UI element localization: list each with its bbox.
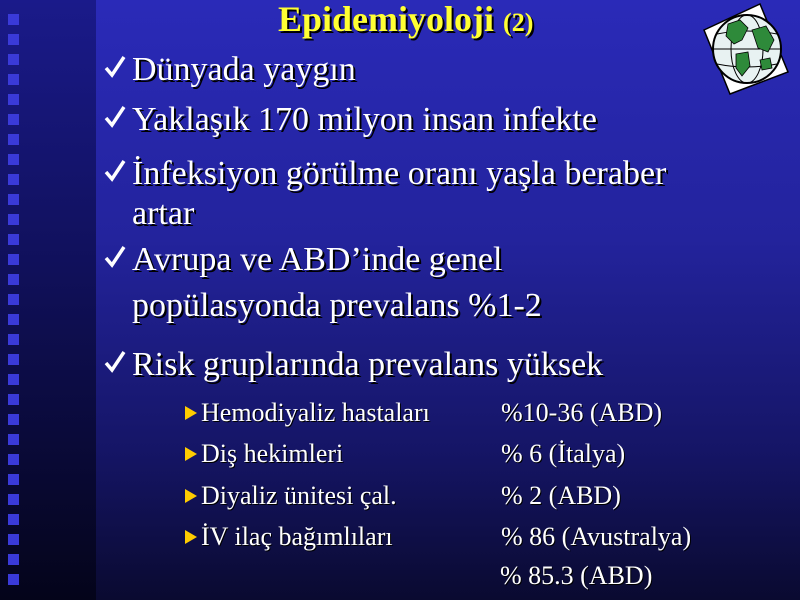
- risk-group-label: İV ilaç bağımlıları: [201, 522, 393, 552]
- decorative-square: [8, 94, 19, 105]
- bullet-2-text: Yaklaşık 170 milyon insan infekte: [132, 101, 597, 138]
- decorative-square: [8, 474, 19, 485]
- left-decorative-stripe: [0, 0, 96, 600]
- decorative-square: [8, 54, 19, 65]
- bullet-3-line2: artar: [132, 195, 195, 232]
- decorative-square: [8, 514, 19, 525]
- risk-group-value: %10-36 (ABD): [501, 398, 663, 428]
- risk-group-label: Hemodiyaliz hastaları: [201, 398, 430, 428]
- risk-group-value: % 86 (Avustralya): [501, 522, 692, 552]
- decorative-square: [8, 274, 19, 285]
- bullet-1-text: Dünyada yaygın: [132, 51, 356, 88]
- decorative-square: [8, 34, 19, 45]
- check-icon: [104, 349, 126, 375]
- decorative-square: [8, 414, 19, 425]
- decorative-square: [8, 114, 19, 125]
- bullet-4-line1: Avrupa ve ABD’inde genel: [132, 241, 503, 278]
- bullet-5-text: Risk gruplarında prevalans yüksek: [132, 346, 604, 383]
- decorative-square: [8, 134, 19, 145]
- risk-group-row: [185, 477, 621, 511]
- bullet-4-line2: popülasyonda prevalans %1-2: [132, 287, 542, 324]
- bullet-3-line1: İnfeksiyon görülme oranı yaşla beraber: [132, 155, 667, 192]
- risk-group-label: Diş hekimleri: [201, 439, 344, 469]
- check-icon: [104, 244, 126, 270]
- check-icon: [104, 158, 126, 184]
- dot-column: [8, 14, 20, 594]
- risk-group-value: % 6 (İtalya): [501, 439, 626, 469]
- decorative-square: [8, 534, 19, 545]
- title-number: (2): [503, 8, 534, 37]
- slide-title: [278, 0, 533, 40]
- arrow-right-icon: [185, 530, 197, 544]
- decorative-square: [8, 374, 19, 385]
- decorative-square: [8, 74, 19, 85]
- arrow-right-icon: [185, 406, 197, 420]
- arrow-right-icon: [185, 489, 197, 503]
- arrow-right-icon: [185, 447, 197, 461]
- risk-group-row: [185, 518, 691, 552]
- decorative-square: [8, 214, 19, 225]
- risk-group-row: [185, 435, 625, 469]
- decorative-square: [8, 174, 19, 185]
- decorative-square: [8, 434, 19, 445]
- risk-group-label: Diyaliz ünitesi çal.: [201, 481, 397, 511]
- decorative-square: [8, 554, 19, 565]
- extra-value: % 85.3 (ABD): [500, 561, 653, 590]
- globe-icon: [700, 0, 792, 96]
- decorative-square: [8, 14, 19, 25]
- decorative-square: [8, 294, 19, 305]
- decorative-square: [8, 574, 19, 585]
- decorative-square: [8, 394, 19, 405]
- check-icon: [104, 104, 126, 130]
- decorative-square: [8, 314, 19, 325]
- decorative-square: [8, 334, 19, 345]
- title-text: Epidemiyoloji: [278, 0, 495, 39]
- decorative-square: [8, 354, 19, 365]
- decorative-square: [8, 194, 19, 205]
- decorative-square: [8, 154, 19, 165]
- decorative-square: [8, 454, 19, 465]
- decorative-square: [8, 494, 19, 505]
- decorative-square: [8, 234, 19, 245]
- check-icon: [104, 54, 126, 80]
- risk-group-value: % 2 (ABD): [501, 481, 621, 511]
- decorative-square: [8, 254, 19, 265]
- risk-group-row: [185, 394, 662, 428]
